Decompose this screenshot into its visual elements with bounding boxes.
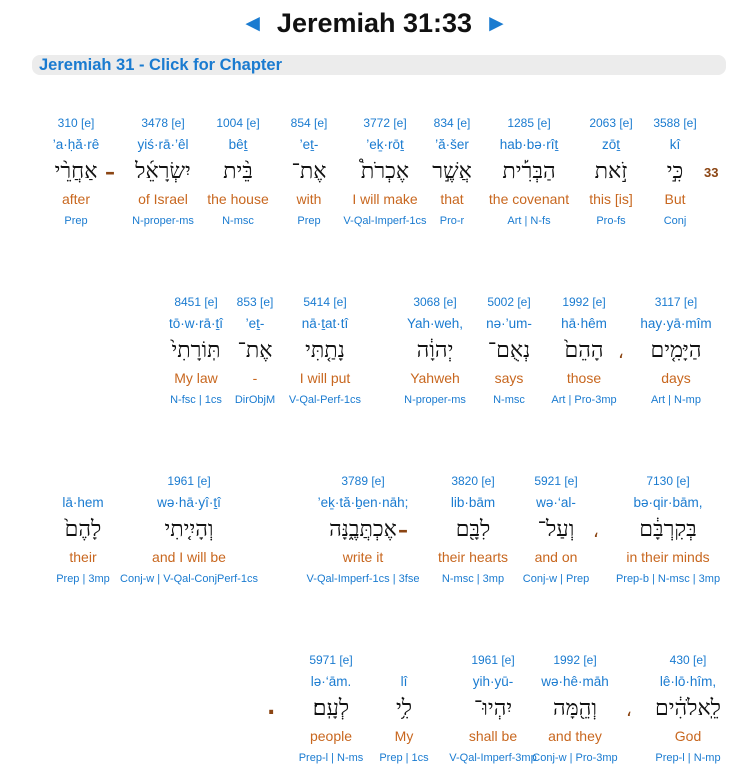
hebrew-word-line [116, 336, 276, 366]
hebrew-word: תּֽוֹרָתִי֙ [171, 338, 221, 363]
strong-number-link[interactable]: 1992 [e] [553, 653, 597, 667]
english-gloss[interactable]: and I will be [152, 549, 226, 565]
hebrew-word: וְהֵ֖מָּה [553, 696, 597, 721]
hebrew-word: אֶכְרֹת֩ [360, 159, 410, 184]
english-gloss[interactable]: shall be [468, 728, 518, 744]
parsing-code[interactable]: Prep | 1cs [379, 752, 429, 764]
strong-number-link[interactable]: 8451 [e] [174, 295, 218, 309]
english-gloss[interactable]: the house [207, 191, 269, 207]
hebrew-word: לָהֶם֙ [64, 517, 102, 542]
parsing-code[interactable]: Prep-b | N-msc | 3mp [615, 573, 721, 585]
transliteration[interactable]: wə·hê·māh [541, 674, 609, 689]
transliteration[interactable]: lə·‘ām. [310, 674, 352, 689]
english-gloss[interactable]: in their minds [626, 549, 710, 565]
transliteration[interactable]: ’ă·šer [435, 137, 469, 152]
english-gloss[interactable]: their hearts [437, 549, 509, 565]
verse-end-mark: . [267, 695, 276, 720]
hebrew-word: לִ֥י [395, 696, 413, 721]
transliteration[interactable]: Yah·weh, [406, 316, 464, 331]
parsing-code-line [116, 393, 276, 407]
english-gloss-line [116, 369, 276, 387]
hebrew-word: אֶת־ [291, 159, 327, 184]
prev-verse-arrow-icon[interactable]: ◄ [240, 9, 265, 37]
english-gloss[interactable]: that [440, 191, 464, 207]
english-gloss[interactable]: But [664, 191, 686, 207]
english-gloss[interactable]: My [394, 728, 414, 744]
parsing-code[interactable]: Conj [663, 215, 687, 227]
hebrew-word: הָהֵם֙ [564, 338, 604, 363]
english-gloss-line [3, 548, 163, 566]
english-gloss[interactable]: of Israel [138, 191, 188, 207]
page-title: Jeremiah 31:33 [276, 8, 473, 38]
english-gloss[interactable]: and on [534, 549, 578, 565]
transliteration[interactable]: yih·yū- [472, 674, 514, 689]
hebrew-word: הַיָּמִ֤ים [650, 338, 702, 363]
english-gloss[interactable]: Yahweh [410, 370, 460, 386]
hebrew-word: כִּ֣י [666, 159, 684, 184]
comma-separator: ، [626, 700, 632, 721]
strong-number-link[interactable]: 3068 [e] [413, 295, 457, 309]
parsing-code[interactable]: Conj-w | Pro-3mp [532, 752, 618, 764]
hebrew-word: אֲשֶׁ֣ר [432, 159, 472, 184]
comma-separator: ، [618, 342, 624, 363]
parsing-code[interactable]: Pro-r [439, 215, 465, 227]
hebrew-word: לֵֽאלֹהִ֔ים [655, 696, 721, 721]
hebrew-word: אֶת־ [237, 338, 273, 363]
transliteration[interactable]: nā·ṯat·tî [301, 316, 349, 331]
strong-number-link[interactable]: 1961 [e] [471, 653, 515, 667]
english-gloss-line [0, 190, 156, 208]
transliteration[interactable]: wə·‘al- [536, 495, 576, 510]
parsing-code-line [0, 214, 156, 228]
english-gloss[interactable]: My law [174, 370, 218, 386]
english-gloss[interactable]: those [566, 370, 602, 386]
parsing-code[interactable]: N-msc [493, 394, 525, 406]
transliteration[interactable]: ’eṯ- [299, 137, 319, 152]
strong-number-link[interactable]: 5414 [e] [303, 295, 347, 309]
parsing-code[interactable]: DirObjM [234, 394, 276, 406]
parsing-code[interactable]: V-Qal-Imperf-1cs [343, 215, 427, 227]
strong-number-link[interactable]: 5002 [e] [487, 295, 531, 309]
parsing-code[interactable]: V-Qal-Imperf-1cs | 3fse [306, 573, 420, 585]
transliteration[interactable]: hā·hêm [561, 316, 607, 331]
transliteration[interactable]: lê·lō·hîm, [659, 674, 717, 689]
transliteration[interactable]: nə·’um- [486, 316, 532, 331]
word-unit [116, 294, 276, 407]
hebrew-word: יִהְיוּ־ [473, 696, 513, 721]
transliteration[interactable]: yiś·rā·’êl [137, 137, 189, 152]
parsing-code[interactable]: V-Qal-Imperf-3mp [449, 752, 537, 764]
transliteration-line [283, 494, 443, 512]
english-gloss[interactable]: I will put [299, 370, 351, 386]
english-gloss[interactable]: days [661, 370, 691, 386]
strong-number-link[interactable]: 3772 [e] [363, 116, 407, 130]
hebrew-word-line [283, 515, 443, 545]
parsing-code[interactable]: N-proper-ms [404, 394, 466, 406]
verse-number: 33 [704, 165, 719, 180]
hebrew-word-line [3, 515, 163, 545]
strong-number-link[interactable]: 3117 [e] [654, 295, 698, 309]
parsing-code[interactable]: N-proper-ms [132, 215, 194, 227]
transliteration[interactable]: lā·hem [62, 495, 104, 510]
maqaf-separator: – [398, 518, 408, 542]
parsing-code[interactable]: V-Qal-Perf-1cs [288, 394, 362, 406]
parsing-code-line [283, 572, 443, 586]
transliteration-line [3, 494, 163, 512]
parsing-code[interactable]: Conj-w | V-Qal-ConjPerf-1cs [120, 573, 258, 585]
english-gloss[interactable]: God [674, 728, 702, 744]
transliteration[interactable]: lib·bām [450, 495, 496, 510]
strong-number-link[interactable]: 1992 [e] [562, 295, 606, 309]
hebrew-word: בֵּ֨ית [223, 159, 253, 184]
strong-number-link[interactable]: 1961 [e] [167, 474, 211, 488]
transliteration[interactable]: hab·bə·rîṯ [499, 137, 559, 152]
hebrew-word: לִבָּ֖ם [455, 517, 491, 542]
english-gloss[interactable]: their [69, 549, 97, 565]
parsing-code[interactable]: Prep | 3mp [56, 573, 110, 585]
maqaf-separator: – [105, 160, 115, 184]
hebrew-word-line [0, 157, 156, 187]
parsing-code[interactable]: Conj-w | Prep [522, 573, 590, 585]
transliteration[interactable]: bə·qir·bām, [633, 495, 703, 510]
transliteration[interactable]: ’eḵ·tă·ḇen·nāh; [317, 495, 409, 510]
english-gloss[interactable]: write it [342, 549, 384, 565]
strong-number-link[interactable]: 3789 [e] [341, 474, 385, 488]
parsing-code[interactable]: N-msc [222, 215, 254, 227]
english-gloss[interactable]: this [is] [589, 191, 633, 207]
english-gloss[interactable]: people [309, 728, 353, 744]
parsing-code[interactable]: Prep [64, 215, 88, 227]
transliteration[interactable]: hay·yā·mîm [640, 316, 712, 331]
strong-number-link[interactable]: 310 [e] [57, 116, 95, 130]
english-gloss[interactable]: says [494, 370, 524, 386]
transliteration[interactable]: lî [400, 674, 408, 689]
transliteration[interactable]: ’a·ḥă·rê [52, 137, 100, 152]
hebrew-word: בְּקִרְבָּ֔ם [639, 517, 697, 542]
english-gloss[interactable]: with [296, 191, 322, 207]
word-unit [3, 473, 163, 586]
chapter-link[interactable]: Jeremiah 31 - Click for Chapter [39, 56, 283, 74]
comma-separator: ، [593, 521, 599, 542]
strong-number-link-line [3, 473, 163, 489]
transliteration-line [116, 315, 276, 333]
hebrew-word: לְעָֽם׃ [312, 696, 350, 721]
transliteration-line [0, 136, 156, 154]
strong-number-link[interactable]: 834 [e] [433, 116, 471, 130]
hebrew-word: זֹ֣את [594, 159, 628, 184]
hebrew-word: וְהָיִ֤יתִי [164, 517, 214, 542]
english-gloss-line [251, 727, 411, 745]
english-gloss[interactable]: and they [548, 728, 602, 744]
parsing-code[interactable]: Art | Pro-3mp [551, 394, 617, 406]
strong-number-link[interactable]: 853 [e] [236, 295, 274, 309]
parsing-code[interactable]: Prep-l | N-mp [655, 752, 721, 764]
transliteration[interactable]: wə·hā·yî·ṯî [157, 495, 221, 510]
parsing-code[interactable]: N-fsc | 1cs [170, 394, 222, 406]
parsing-code[interactable]: N-msc | 3mp [441, 573, 505, 585]
strong-number-link[interactable]: 1004 [e] [216, 116, 260, 130]
transliteration[interactable]: ’eḵ·rōṯ [366, 137, 404, 152]
parsing-code[interactable]: Art | N-mp [651, 394, 701, 406]
hebrew-word: יִשְׂרָאֵ֜ל [135, 159, 191, 184]
transliteration[interactable]: bêṯ [228, 137, 248, 152]
parsing-code-line [3, 572, 163, 586]
parsing-code[interactable]: Art | N-fs [507, 215, 551, 227]
parsing-code[interactable]: Prep-l | N-ms [298, 752, 364, 764]
english-gloss[interactable]: the covenant [488, 191, 570, 207]
next-verse-arrow-icon[interactable]: ► [484, 9, 509, 37]
transliteration[interactable]: tō·w·rā·ṯî [169, 316, 223, 331]
strong-number-link[interactable]: 2063 [e] [589, 116, 633, 130]
page-header [0, 8, 749, 39]
transliteration[interactable]: ’eṯ- [245, 316, 265, 331]
word-unit [283, 473, 443, 586]
hebrew-word: יְהוָ֔ה [416, 338, 454, 363]
english-gloss-line [283, 548, 443, 566]
strong-number-link-line [0, 115, 156, 131]
strong-number-link[interactable]: 5921 [e] [534, 474, 578, 488]
strong-number-link-line [251, 652, 411, 668]
strong-number-link[interactable]: 7130 [e] [646, 474, 690, 488]
hebrew-word: הַבְּרִ֡ית [502, 159, 556, 184]
strong-number-link-line [283, 473, 443, 489]
transliteration[interactable]: zōṯ [601, 137, 620, 152]
hebrew-word: אֶכְתֲּבֶ֑נָּה [329, 517, 397, 542]
word-unit [0, 115, 156, 228]
strong-number-link[interactable]: 3820 [e] [451, 474, 495, 488]
chapter-bar [32, 55, 726, 75]
transliteration[interactable]: kî [669, 137, 681, 152]
english-gloss[interactable]: I will make [352, 191, 418, 207]
strong-number-link[interactable]: 854 [e] [290, 116, 328, 130]
strong-number-link[interactable]: 3478 [e] [141, 116, 185, 130]
hebrew-word: אַחֲרֵ֨י [54, 159, 98, 184]
parsing-code[interactable]: Pro-fs [596, 215, 626, 227]
english-gloss[interactable]: after [61, 191, 90, 207]
strong-number-link[interactable]: 1285 [e] [507, 116, 551, 130]
hebrew-word: נָתַ֤תִּי [305, 338, 345, 363]
parsing-code[interactable]: Prep [297, 215, 321, 227]
strong-number-link-line [116, 294, 276, 310]
strong-number-link[interactable]: 430 [e] [669, 653, 707, 667]
parsing-code-line [251, 751, 411, 765]
hebrew-word: וְעַל־ [537, 517, 575, 542]
strong-number-link[interactable]: 3588 [e] [653, 116, 697, 130]
transliteration-line [251, 673, 411, 691]
english-gloss[interactable]: - [252, 370, 258, 386]
strong-number-link[interactable]: 5971 [e] [309, 653, 353, 667]
hebrew-word: נְאֻם־ [487, 338, 531, 363]
